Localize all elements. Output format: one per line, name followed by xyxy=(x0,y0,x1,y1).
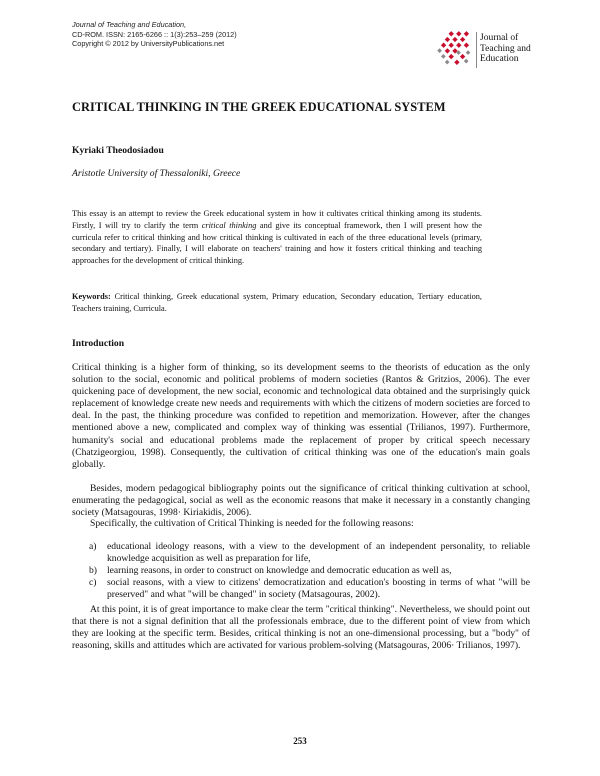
paragraph-3: Specifically, the cultivation of Critical Thinking is needed for the following reasons: xyxy=(90,518,414,529)
journal-info xyxy=(72,20,237,49)
abstract-text-2: and give its conceptual framework, then I will present how the curricula refer to critical thinking and how critical thinking is cultivated in each of the three educational levels (primary, secondary and tertiary). Finally, I will elaborate on teachers' training and how it fosters critical thinking and teaching approaches for the development of critical thinking. xyxy=(72,220,482,266)
paragraph-1: Critical thinking is a higher form of thinking, so its development seems to the theorists of education as the only solution to the social, economic and political problems of modern societies (Rantos & Gritzios, 2006). The ever quickening pace of development, the new social, economic and technological data obtained and the surprisingly quick replacement of knowledge create new needs and requirements with which the citizens of modern societies are forced to deal. In the past, the thinking procedure was confided to repetition and memorization. However, after the changes mentioned above a new, complicated and complex way of thinking was essential (Trilianos, 1997). Furthermore, humanity's social and educational problems made the replacement of proper by critical speech necessary (Chatzigeorgiou, 1998). Consequently, the cultivation of critical thinking was one of the education's main goals globally. xyxy=(72,362,530,470)
list-item-text: educational ideology reasons, with a view to the development of an independent personality, to reliable knowledge acquisition as well as preparation for life, xyxy=(107,541,530,565)
logo-line-1: Journal of xyxy=(480,33,519,43)
list-item-label: b) xyxy=(89,565,97,577)
page-number: 253 xyxy=(293,736,307,746)
journal-logo-icon xyxy=(436,30,474,68)
issn-line: CD-ROM. ISSN: 2165-6266 :: 1(3):253–259 (2012) xyxy=(72,29,237,39)
journal-name: Journal of Teaching and Education, xyxy=(72,20,187,29)
logo-line-3: Education xyxy=(480,54,519,65)
list-item-text: social reasons, with a view to citizens' democratization and education's boosting in terms of what "will be preserved" and what "will be changed" in society (Matsagouras, 2002). xyxy=(107,577,530,601)
section-heading-introduction: Introduction xyxy=(72,338,125,349)
list-item xyxy=(72,577,530,601)
list-item-label: c) xyxy=(89,577,97,589)
logo-text xyxy=(480,33,531,65)
author-affiliation: Aristotle University of Thessaloniki, Greece xyxy=(72,168,241,179)
keywords-text: Critical thinking, Greek educational system, Primary education, Secondary education, Tertiary education, Teachers training, Curricula. xyxy=(72,292,482,313)
abstract xyxy=(72,208,482,267)
paragraph-2: Besides, modern pedagogical bibliography points out the significance of critical thinking cultivation at school, enumerating the pedagogical, social as well as the economic reasons that make it necessary in a constantly changing society (Matsagouras, 1998· Kiriakidis, 2006). xyxy=(72,483,530,519)
list-item-text: learning reasons, in order to construct on knowledge and democratic education as well as, xyxy=(107,565,452,577)
logo-line-2: Teaching and xyxy=(480,43,531,54)
list-item xyxy=(72,541,530,565)
list-item xyxy=(72,565,530,577)
logo-divider xyxy=(476,32,477,68)
abstract-text-1: This essay is an attempt to review the Greek educational system in how it cultivates critical thinking among its students. Firstly, I will try to clarify the term xyxy=(72,209,482,230)
keywords-label: Keywords: xyxy=(72,292,111,301)
keywords xyxy=(72,291,482,315)
list-item-label: a) xyxy=(89,541,97,552)
reasons-list xyxy=(72,541,530,601)
copyright-line: Copyright © 2012 by UniversityPublications.net xyxy=(72,39,225,49)
journal-logo xyxy=(436,30,546,74)
abstract-emphasis: critical thinking xyxy=(201,220,257,230)
author-name: Kyriaki Theodosiadou xyxy=(72,145,164,156)
article-title: CRITICAL THINKING IN THE GREEK EDUCATIONAL SYSTEM xyxy=(72,100,446,114)
paragraph-4: At this point, it is of great importance to make clear the term "critical thinking". Nevertheless, we should point out that there is not a signal definition that all the professionals embrace, due to the different point of view from which they are looking at the specific term. Besides, critical thinking is not an one-dimensional processing, but a "body" of reasoning, skills and attitudes which are activated for various problem-solving (Matsagouras, 2006· Trilianos, 1997). xyxy=(72,604,530,652)
